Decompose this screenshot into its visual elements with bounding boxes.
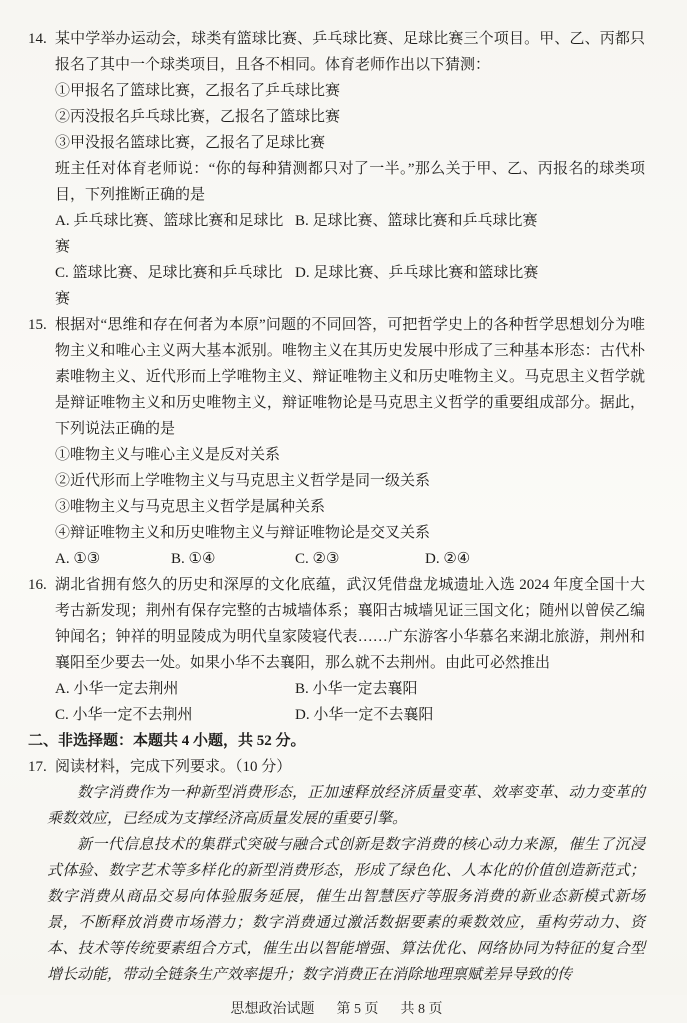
question-15-option-d: D. ②④ <box>425 551 471 567</box>
question-14-option-d: D. 足球比赛、乒乓球比赛和篮球比赛 <box>295 265 539 281</box>
question-14 <box>28 26 645 312</box>
question-14-option-b: B. 足球比赛、篮球比赛和乒乓球比赛 <box>295 213 538 229</box>
material-paragraph-1: 数字消费作为一种新型消费形态，正加速释放经济质量变革、效率变革、动力变革的乘数效应，已经成为支撑经济高质量发展的重要引擎。 <box>47 785 645 827</box>
footer-page-total: 共 8 页 <box>400 1002 443 1017</box>
question-15-option-b: B. ①④ <box>171 551 216 567</box>
question-15-item-2: ②近代形而上学唯物主义与马克思主义哲学是同一级关系 <box>55 473 431 489</box>
section-2-heading: 二、非选择题：本题共 4 小题，共 52 分。 <box>28 733 306 749</box>
question-16-option-b: B. 小华一定去襄阳 <box>295 681 418 697</box>
question-15-stem: 根据对“思维和存在何者为本原”问题的不同回答，可把哲学史上的各种哲学思想划分为唯物主义和唯心主义两大基本派别。唯物主义在其历史发展中形成了三种基本形态：古代朴素唯物主义、近代形而上学唯物主义、辩证唯物主义和历史唯物主义。马克思主义哲学就是辩证唯物主义和历史唯物主义，辩证唯物论是马克思主义哲学的重要组成部分。据此，下列说法正确的是 <box>55 317 645 437</box>
footer-page-number: 第 5 页 <box>336 1002 379 1017</box>
question-15-option-a: A. ①③ <box>55 551 101 567</box>
question-15-item-3: ③唯物主义与马克思主义哲学是属种关系 <box>55 499 326 515</box>
question-14-stem: 某中学举办运动会，球类有篮球比赛、乒乓球比赛、足球比赛三个项目。甲、乙、丙都只报名了其中一个球类项目，且各不相同。体育老师作出以下猜测： <box>55 31 645 73</box>
question-17-material <box>47 780 645 988</box>
question-15 <box>28 312 645 572</box>
question-17 <box>28 754 645 988</box>
question-17-number: 17. <box>28 759 47 775</box>
question-16 <box>28 572 645 728</box>
footer-doc-title: 思想政治试题 <box>230 1002 315 1017</box>
question-14-option-a: A. 乒乓球比赛、篮球比赛和足球比赛 <box>55 213 284 255</box>
question-16-number: 16. <box>28 577 47 593</box>
question-14-stem-2: 班主任对体育老师说：“你的每种猜测都只对了一半。”那么关于甲、乙、丙报名的球类项目，下列推断正确的是 <box>55 161 645 203</box>
question-15-option-c: C. ②③ <box>295 551 340 567</box>
question-15-number: 15. <box>28 317 47 333</box>
question-15-item-1: ①唯物主义与唯心主义是反对关系 <box>55 447 281 463</box>
page-footer <box>28 997 645 1023</box>
question-14-options <box>55 208 645 312</box>
question-14-guess-1: ①甲报名了篮球比赛，乙报名了乒乓球比赛 <box>55 83 341 99</box>
question-14-number: 14. <box>28 31 47 47</box>
question-16-stem: 湖北省拥有悠久的历史和深厚的文化底蕴，武汉凭借盘龙城遗址入选 2024 年度全国十大考古新发现；荆州有保存完整的古城墙体系；襄阳古城墙见证三国文化；随州以曾侯乙编钟闻名；钟祥的明显陵成为明代皇家陵寝代表……广东游客小华慕名来湖北旅游，荆州和襄阳至少要去一处。如果小华不去襄阳，那么就不去荆州。由此可必然推出 <box>55 577 645 671</box>
material-paragraph-2: 新一代信息技术的集群式突破与融合式创新是数字消费的核心动力来源，催生了沉浸式体验、数字艺术等多样化的新型消费形态，形成了绿色化、人本化的价值创造新范式；数字消费从商品交易向体验服务延展，催生出智慧医疗等服务消费的新业态新模式新场景，不断释放消费市场潜力；数字消费通过激活数据要素的乘数效应，重构劳动力、资本、技术等传统要素组合方式，催生出以智能增强、算法优化、网络协同为特征的复合型增长动能，带动全链条生产效率提升；数字消费正在消除地理禀赋差异导致的传 <box>47 837 645 983</box>
question-14-guess-3: ③甲没报名篮球比赛，乙报名了足球比赛 <box>55 135 326 151</box>
question-16-option-d: D. 小华一定不去襄阳 <box>295 707 434 723</box>
question-15-options <box>55 546 645 572</box>
question-16-option-a: A. 小华一定去荆州 <box>55 681 179 697</box>
question-17-intro: 阅读材料，完成下列要求。（10 分） <box>55 759 292 775</box>
question-14-guess-2: ②丙没报名乒乓球比赛，乙报名了篮球比赛 <box>55 109 341 125</box>
question-15-item-4: ④辩证唯物主义和历史唯物主义与辩证唯物论是交叉关系 <box>55 525 431 541</box>
question-14-option-c: C. 篮球比赛、足球比赛和乒乓球比赛 <box>55 265 283 307</box>
question-16-options <box>55 676 645 728</box>
question-16-option-c: C. 小华一定不去荆州 <box>55 707 193 723</box>
